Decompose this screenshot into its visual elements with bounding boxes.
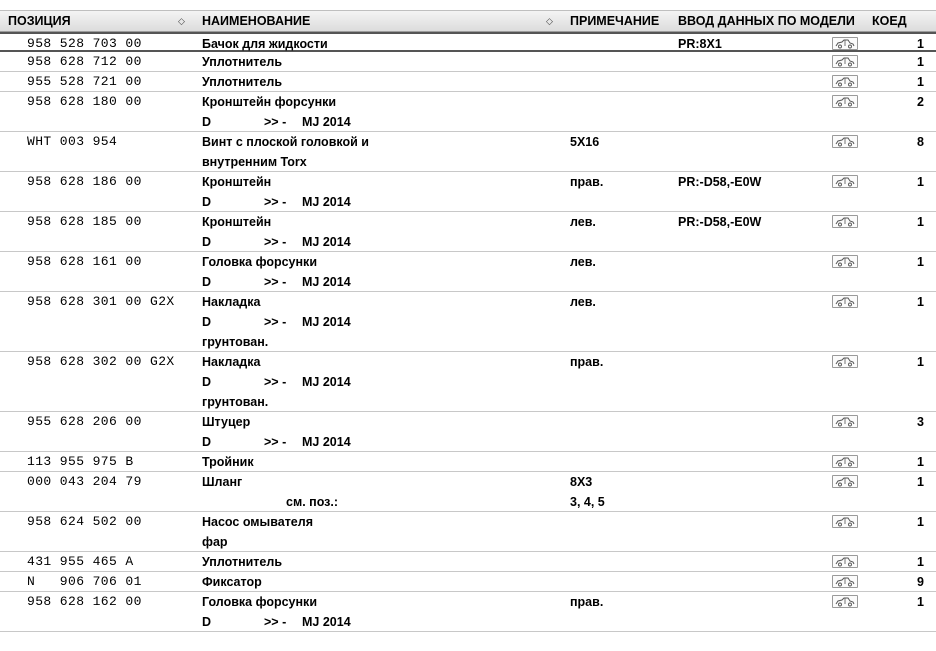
quantity: 1 [917,175,924,189]
name-cell [202,552,282,572]
name-cell [202,212,351,252]
quantity: 1 [917,595,924,609]
part-number: WHT 003 954 [27,134,118,149]
part-name: Головка форсунки [202,595,318,609]
vehicle-model-icon[interactable] [832,175,858,188]
part-name: Уплотнитель [202,555,283,569]
drive-code: D [202,375,212,389]
parts-table [0,10,936,632]
table-row[interactable] [0,472,936,512]
vehicle-model-icon[interactable] [832,595,858,608]
note-cell [570,592,603,612]
range-arrow: >> - [264,375,287,389]
part-number: 958 628 186 00 [27,174,142,189]
vehicle-model-icon[interactable] [832,75,858,88]
part-name: Винт с плоской головкой и [202,135,369,149]
part-number: 431 955 465 A [27,554,134,569]
name-cell [202,92,351,132]
note-cell [570,472,605,512]
note-text: лев. [570,295,596,309]
model-year: MJ 2014 [302,115,351,129]
quantity: 1 [917,475,924,489]
model-year: MJ 2014 [302,615,351,629]
vehicle-model-icon[interactable] [832,95,858,108]
part-number: 958 628 301 00 G2X [27,294,175,309]
vehicle-model-icon[interactable] [832,455,858,468]
table-row[interactable] [0,452,936,472]
model-year: MJ 2014 [302,195,351,209]
part-finish: грунтован. [202,395,269,409]
vehicle-model-icon[interactable] [832,295,858,308]
table-row[interactable] [0,32,936,52]
range-arrow: >> - [264,615,287,629]
note-cell [570,252,596,272]
note-text: лев. [570,255,596,269]
part-number: 958 528 703 00 [27,36,142,51]
note-text: 8X3 [570,475,593,489]
quantity: 9 [917,575,924,589]
part-number: 955 528 721 00 [27,74,142,89]
part-finish: грунтован. [202,335,269,349]
part-name: Тройник [202,455,254,469]
quantity: 3 [917,415,924,429]
range-arrow: >> - [264,195,287,209]
vehicle-model-icon[interactable] [832,135,858,148]
part-name: Кронштейн [202,175,272,189]
drive-code: D [202,195,212,209]
model-year: MJ 2014 [302,375,351,389]
range-arrow: >> - [264,275,287,289]
note-text: 5X16 [570,135,600,149]
note-cell [570,172,603,192]
table-row[interactable] [0,592,936,632]
name-cell [202,352,351,412]
drive-code: D [202,115,212,129]
name-cell [202,252,351,292]
vehicle-model-icon[interactable] [832,37,858,50]
table-row[interactable] [0,132,936,172]
quantity: 1 [917,55,924,69]
quantity: 1 [917,515,924,529]
name-cell [202,472,338,512]
model-year: MJ 2014 [302,315,351,329]
quantity: 8 [917,135,924,149]
name-cell [202,52,282,72]
note-cell [570,132,599,152]
model-data: PR:-D58,-E0W [678,215,762,229]
part-name-line2: фар [202,535,228,549]
table-row[interactable] [0,572,936,592]
part-name: Штуцер [202,415,251,429]
drive-code: D [202,315,212,329]
part-number: 000 043 204 79 [27,474,142,489]
vehicle-model-icon[interactable] [832,475,858,488]
table-row[interactable] [0,92,936,132]
model-year: MJ 2014 [302,275,351,289]
range-arrow: >> - [264,115,287,129]
name-cell [202,452,254,472]
range-arrow: >> - [264,235,287,249]
name-cell [202,292,351,352]
vehicle-model-icon[interactable] [832,215,858,228]
note-text: прав. [570,175,604,189]
range-arrow: >> - [264,435,287,449]
vehicle-model-icon[interactable] [832,255,858,268]
part-number: 958 628 180 00 [27,94,142,109]
note-text: лев. [570,215,596,229]
vehicle-model-icon[interactable] [832,555,858,568]
name-cell [202,34,328,54]
vehicle-model-icon[interactable] [832,575,858,588]
table-row[interactable] [0,412,936,452]
table-row[interactable] [0,352,936,412]
table-row[interactable] [0,292,936,352]
vehicle-model-icon[interactable] [832,355,858,368]
table-row[interactable] [0,172,936,212]
quantity: 1 [917,555,924,569]
range-arrow: >> - [264,315,287,329]
quantity: 1 [917,455,924,469]
sort-position-icon[interactable]: ◇ [178,16,185,26]
note-text: прав. [570,355,604,369]
name-cell [202,72,282,92]
quantity: 1 [917,295,924,309]
table-row[interactable] [0,252,936,292]
vehicle-model-icon[interactable] [832,55,858,68]
note-text: прав. [570,595,604,609]
part-name: Накладка [202,295,261,309]
quantity: 1 [917,75,924,89]
table-row[interactable] [0,52,936,72]
col-header-model[interactable]: ВВОД ДАННЫХ ПО МОДЕЛИ [678,14,855,28]
table-row[interactable] [0,212,936,252]
drive-code: D [202,435,212,449]
table-body [0,32,936,632]
name-cell [202,512,313,552]
note-cell [570,352,603,372]
part-number: 958 628 302 00 G2X [27,354,175,369]
col-header-position[interactable]: ПОЗИЦИЯ [8,14,71,28]
col-header-qty[interactable]: КОЕД [872,14,907,28]
part-name-line2: внутренним Torx [202,155,307,169]
part-name: Бачок для жидкости [202,37,328,51]
part-number: N 906 706 01 [27,574,142,589]
part-name: Головка форсунки [202,255,318,269]
name-cell [202,592,351,632]
model-data: PR:8X1 [678,37,722,51]
part-name: Уплотнитель [202,55,283,69]
model-year: MJ 2014 [302,435,351,449]
part-name: Насос омывателя [202,515,313,529]
see-positions-label: см. поз.: [286,495,339,509]
part-name: Фиксатор [202,575,262,589]
part-name: Шланг [202,475,243,489]
part-name: Кронштейн [202,215,272,229]
name-cell [202,572,262,592]
quantity: 1 [917,355,924,369]
vehicle-model-icon[interactable] [832,515,858,528]
quantity: 1 [917,255,924,269]
part-number: 955 628 206 00 [27,414,142,429]
part-number: 958 628 185 00 [27,214,142,229]
model-year: MJ 2014 [302,235,351,249]
name-cell [202,412,351,452]
col-header-note[interactable]: ПРИМЕЧАНИЕ [570,14,660,28]
part-number: 958 628 162 00 [27,594,142,609]
note-text-line2: 3, 4, 5 [570,495,605,509]
quantity: 1 [917,215,924,229]
vehicle-model-icon[interactable] [832,415,858,428]
table-header [0,10,936,32]
part-number: 958 628 161 00 [27,254,142,269]
note-cell [570,292,596,312]
col-header-name[interactable]: НАИМЕНОВАНИЕ [202,14,311,28]
sort-name-icon[interactable]: ◇ [546,16,553,26]
table-row[interactable] [0,512,936,552]
part-name: Накладка [202,355,261,369]
model-data: PR:-D58,-E0W [678,175,762,189]
table-row[interactable] [0,552,936,572]
part-number: 958 624 502 00 [27,514,142,529]
part-name: Кронштейн форсунки [202,95,337,109]
drive-code: D [202,275,212,289]
part-name: Уплотнитель [202,75,283,89]
note-cell [570,212,596,232]
drive-code: D [202,235,212,249]
drive-code: D [202,615,212,629]
name-cell [202,132,369,172]
quantity: 2 [917,95,924,109]
quantity: 1 [917,37,924,51]
table-row[interactable] [0,72,936,92]
part-number: 113 955 975 B [27,454,134,469]
name-cell [202,172,351,212]
part-number: 958 628 712 00 [27,54,142,69]
